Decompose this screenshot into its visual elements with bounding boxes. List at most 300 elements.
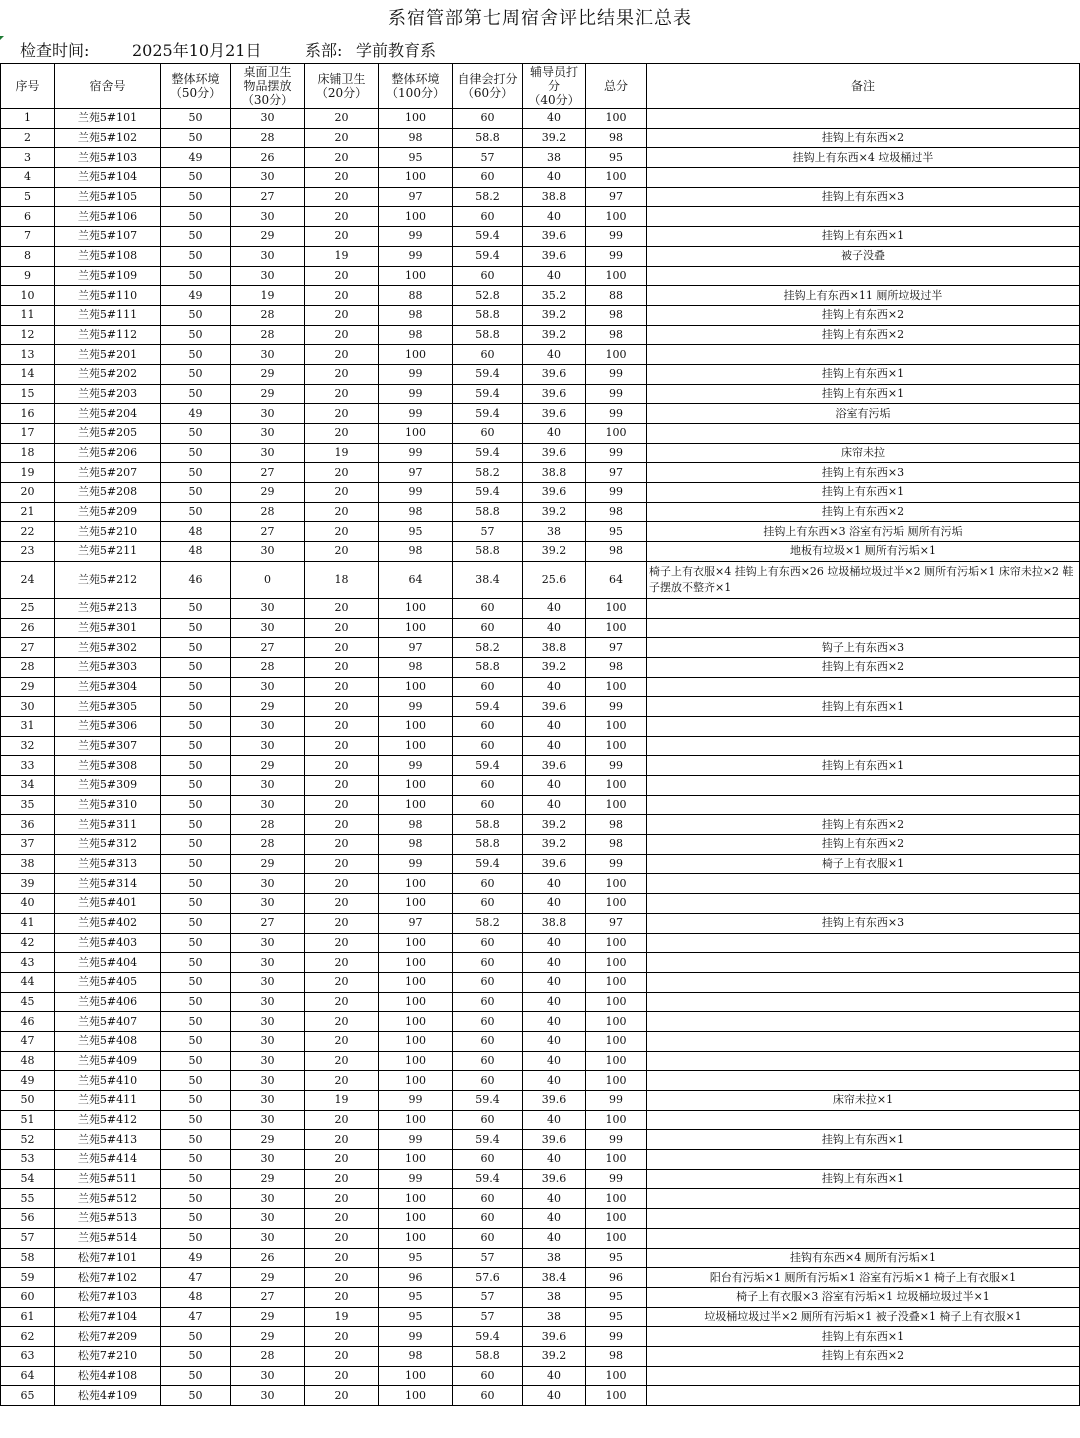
cell-notes[interactable]	[647, 894, 1080, 914]
cell-desk30[interactable]: 30	[231, 1386, 305, 1406]
cell-advisor40[interactable]: 38.8	[523, 913, 586, 933]
cell-notes[interactable]	[647, 992, 1080, 1012]
header-env50[interactable]	[161, 64, 231, 109]
cell-council60[interactable]: 57	[453, 1248, 523, 1268]
cell-council60[interactable]: 58.8	[453, 542, 523, 562]
cell-desk30[interactable]: 27	[231, 913, 305, 933]
cell-seq[interactable]: 28	[1, 657, 55, 677]
cell-total[interactable]: 100	[586, 1051, 647, 1071]
cell-notes[interactable]: 挂钩上有东西×2	[647, 835, 1080, 855]
cell-env50[interactable]: 48	[161, 522, 231, 542]
cell-desk30[interactable]: 30	[231, 207, 305, 227]
cell-seq[interactable]: 15	[1, 384, 55, 404]
cell-env100[interactable]: 100	[379, 598, 453, 618]
cell-desk30[interactable]: 30	[231, 246, 305, 266]
cell-notes[interactable]: 挂钩上有东西×2	[647, 325, 1080, 345]
cell-total[interactable]: 99	[586, 483, 647, 503]
cell-advisor40[interactable]: 39.2	[523, 835, 586, 855]
cell-seq[interactable]: 33	[1, 756, 55, 776]
cell-env50[interactable]: 50	[161, 854, 231, 874]
cell-env100[interactable]: 100	[379, 1012, 453, 1032]
cell-bed20[interactable]: 20	[305, 168, 379, 188]
cell-total[interactable]: 100	[586, 716, 647, 736]
cell-room[interactable]: 兰苑5#104	[55, 168, 161, 188]
cell-env50[interactable]: 50	[161, 598, 231, 618]
cell-seq[interactable]: 5	[1, 187, 55, 207]
cell-advisor40[interactable]: 40	[523, 1012, 586, 1032]
header-total[interactable]	[586, 64, 647, 109]
cell-room[interactable]: 兰苑5#511	[55, 1169, 161, 1189]
cell-room[interactable]: 兰苑5#408	[55, 1031, 161, 1051]
cell-room[interactable]: 兰苑5#404	[55, 953, 161, 973]
cell-council60[interactable]: 57	[453, 1307, 523, 1327]
cell-advisor40[interactable]: 39.6	[523, 404, 586, 424]
cell-total[interactable]: 95	[586, 522, 647, 542]
cell-bed20[interactable]: 20	[305, 305, 379, 325]
cell-advisor40[interactable]: 35.2	[523, 286, 586, 306]
header-notes[interactable]	[647, 64, 1080, 109]
cell-bed20[interactable]: 20	[305, 1150, 379, 1170]
cell-env100[interactable]: 98	[379, 835, 453, 855]
cell-env100[interactable]: 100	[379, 1071, 453, 1091]
cell-room[interactable]: 兰苑5#211	[55, 542, 161, 562]
cell-advisor40[interactable]: 39.6	[523, 1091, 586, 1111]
cell-desk30[interactable]: 29	[231, 1130, 305, 1150]
cell-seq[interactable]: 26	[1, 618, 55, 638]
cell-total[interactable]: 100	[586, 776, 647, 796]
cell-council60[interactable]: 58.8	[453, 1346, 523, 1366]
cell-seq[interactable]: 37	[1, 835, 55, 855]
cell-notes[interactable]	[647, 109, 1080, 129]
cell-desk30[interactable]: 30	[231, 404, 305, 424]
cell-seq[interactable]: 42	[1, 933, 55, 953]
cell-bed20[interactable]: 19	[305, 443, 379, 463]
cell-advisor40[interactable]: 40	[523, 598, 586, 618]
cell-env100[interactable]: 99	[379, 246, 453, 266]
cell-total[interactable]: 100	[586, 266, 647, 286]
cell-seq[interactable]: 2	[1, 128, 55, 148]
cell-room[interactable]: 兰苑5#108	[55, 246, 161, 266]
cell-total[interactable]: 88	[586, 286, 647, 306]
cell-env100[interactable]: 99	[379, 854, 453, 874]
cell-advisor40[interactable]: 39.2	[523, 325, 586, 345]
cell-bed20[interactable]: 20	[305, 542, 379, 562]
cell-env100[interactable]: 100	[379, 424, 453, 444]
cell-advisor40[interactable]: 40	[523, 1189, 586, 1209]
cell-notes[interactable]	[647, 1386, 1080, 1406]
cell-env100[interactable]: 100	[379, 345, 453, 365]
cell-room[interactable]: 兰苑5#402	[55, 913, 161, 933]
cell-council60[interactable]: 38.4	[453, 561, 523, 598]
cell-bed20[interactable]: 20	[305, 894, 379, 914]
cell-notes[interactable]: 挂钩上有东西×1	[647, 1169, 1080, 1189]
cell-council60[interactable]: 60	[453, 1366, 523, 1386]
cell-total[interactable]: 99	[586, 364, 647, 384]
cell-room[interactable]: 兰苑5#513	[55, 1209, 161, 1229]
cell-env50[interactable]: 50	[161, 345, 231, 365]
cell-desk30[interactable]: 30	[231, 1012, 305, 1032]
cell-room[interactable]: 兰苑5#107	[55, 227, 161, 247]
cell-council60[interactable]: 60	[453, 1031, 523, 1051]
cell-notes[interactable]: 椅子上有衣服×3 浴室有污垢×1 垃圾桶垃圾过半×1	[647, 1287, 1080, 1307]
cell-bed20[interactable]: 20	[305, 992, 379, 1012]
cell-council60[interactable]: 59.4	[453, 697, 523, 717]
cell-total[interactable]: 100	[586, 1150, 647, 1170]
cell-bed20[interactable]: 19	[305, 1091, 379, 1111]
cell-seq[interactable]: 65	[1, 1386, 55, 1406]
cell-total[interactable]: 100	[586, 598, 647, 618]
cell-notes[interactable]: 挂钩上有东西×3	[647, 463, 1080, 483]
cell-advisor40[interactable]: 39.6	[523, 756, 586, 776]
cell-notes[interactable]: 椅子上有衣服×4 挂钩上有东西×26 垃圾桶垃圾过半×2 厕所有污垢×1 床帘未拉×2 鞋子摆放不整齐×1	[647, 561, 1080, 598]
cell-env50[interactable]: 50	[161, 1110, 231, 1130]
cell-council60[interactable]: 60	[453, 874, 523, 894]
cell-seq[interactable]: 34	[1, 776, 55, 796]
cell-desk30[interactable]: 30	[231, 1209, 305, 1229]
cell-seq[interactable]: 27	[1, 638, 55, 658]
cell-bed20[interactable]: 20	[305, 1287, 379, 1307]
cell-total[interactable]: 100	[586, 933, 647, 953]
cell-council60[interactable]: 60	[453, 992, 523, 1012]
cell-bed20[interactable]: 20	[305, 404, 379, 424]
cell-env100[interactable]: 98	[379, 1346, 453, 1366]
cell-desk30[interactable]: 29	[231, 1169, 305, 1189]
cell-notes[interactable]: 阳台有污垢×1 厕所有污垢×1 浴室有污垢×1 椅子上有衣服×1	[647, 1268, 1080, 1288]
cell-bed20[interactable]: 20	[305, 736, 379, 756]
cell-advisor40[interactable]: 39.2	[523, 1346, 586, 1366]
cell-env50[interactable]: 50	[161, 697, 231, 717]
cell-council60[interactable]: 60	[453, 168, 523, 188]
cell-env100[interactable]: 64	[379, 561, 453, 598]
cell-room[interactable]: 兰苑5#112	[55, 325, 161, 345]
cell-env100[interactable]: 100	[379, 972, 453, 992]
cell-desk30[interactable]: 30	[231, 443, 305, 463]
cell-notes[interactable]	[647, 168, 1080, 188]
cell-total[interactable]: 100	[586, 677, 647, 697]
cell-bed20[interactable]: 20	[305, 1268, 379, 1288]
cell-advisor40[interactable]: 39.2	[523, 542, 586, 562]
cell-total[interactable]: 98	[586, 502, 647, 522]
cell-desk30[interactable]: 30	[231, 736, 305, 756]
cell-desk30[interactable]: 30	[231, 894, 305, 914]
cell-env50[interactable]: 50	[161, 305, 231, 325]
cell-room[interactable]: 兰苑5#306	[55, 716, 161, 736]
cell-env50[interactable]: 50	[161, 1091, 231, 1111]
cell-bed20[interactable]: 20	[305, 522, 379, 542]
cell-advisor40[interactable]: 39.6	[523, 443, 586, 463]
cell-env100[interactable]: 97	[379, 638, 453, 658]
cell-advisor40[interactable]: 39.2	[523, 128, 586, 148]
cell-env50[interactable]: 50	[161, 1150, 231, 1170]
cell-total[interactable]: 100	[586, 1071, 647, 1091]
cell-council60[interactable]: 60	[453, 795, 523, 815]
cell-env100[interactable]: 99	[379, 443, 453, 463]
cell-notes[interactable]	[647, 1228, 1080, 1248]
cell-room[interactable]: 兰苑5#310	[55, 795, 161, 815]
cell-desk30[interactable]: 30	[231, 795, 305, 815]
cell-room[interactable]: 松苑7#103	[55, 1287, 161, 1307]
cell-env50[interactable]: 50	[161, 992, 231, 1012]
cell-env100[interactable]: 98	[379, 542, 453, 562]
cell-advisor40[interactable]: 40	[523, 953, 586, 973]
cell-desk30[interactable]: 29	[231, 483, 305, 503]
cell-env50[interactable]: 50	[161, 953, 231, 973]
cell-seq[interactable]: 4	[1, 168, 55, 188]
cell-env100[interactable]: 99	[379, 1130, 453, 1150]
cell-env50[interactable]: 50	[161, 227, 231, 247]
cell-bed20[interactable]: 20	[305, 1228, 379, 1248]
cell-council60[interactable]: 58.2	[453, 463, 523, 483]
cell-notes[interactable]	[647, 1189, 1080, 1209]
cell-total[interactable]: 99	[586, 1091, 647, 1111]
cell-council60[interactable]: 58.2	[453, 187, 523, 207]
cell-desk30[interactable]: 19	[231, 286, 305, 306]
cell-advisor40[interactable]: 39.6	[523, 364, 586, 384]
header-desk30[interactable]	[231, 64, 305, 109]
cell-total[interactable]: 98	[586, 542, 647, 562]
cell-seq[interactable]: 40	[1, 894, 55, 914]
cell-desk30[interactable]: 30	[231, 874, 305, 894]
cell-council60[interactable]: 57	[453, 522, 523, 542]
cell-seq[interactable]: 14	[1, 364, 55, 384]
cell-advisor40[interactable]: 40	[523, 618, 586, 638]
cell-desk30[interactable]: 28	[231, 835, 305, 855]
cell-env50[interactable]: 50	[161, 1366, 231, 1386]
cell-total[interactable]: 96	[586, 1268, 647, 1288]
cell-room[interactable]: 兰苑5#111	[55, 305, 161, 325]
cell-desk30[interactable]: 27	[231, 1287, 305, 1307]
cell-env100[interactable]: 95	[379, 1287, 453, 1307]
cell-seq[interactable]: 63	[1, 1346, 55, 1366]
cell-advisor40[interactable]: 38	[523, 1248, 586, 1268]
cell-env50[interactable]: 50	[161, 443, 231, 463]
cell-seq[interactable]: 16	[1, 404, 55, 424]
cell-seq[interactable]: 46	[1, 1012, 55, 1032]
cell-bed20[interactable]: 20	[305, 207, 379, 227]
cell-council60[interactable]: 60	[453, 266, 523, 286]
cell-env100[interactable]: 97	[379, 913, 453, 933]
cell-notes[interactable]	[647, 1071, 1080, 1091]
cell-room[interactable]: 兰苑5#109	[55, 266, 161, 286]
cell-room[interactable]: 松苑7#104	[55, 1307, 161, 1327]
cell-advisor40[interactable]: 38.4	[523, 1268, 586, 1288]
cell-seq[interactable]: 29	[1, 677, 55, 697]
cell-seq[interactable]: 64	[1, 1366, 55, 1386]
cell-env100[interactable]: 100	[379, 1110, 453, 1130]
cell-total[interactable]: 99	[586, 443, 647, 463]
cell-notes[interactable]: 挂钩上有东西×2	[647, 657, 1080, 677]
cell-desk30[interactable]: 27	[231, 522, 305, 542]
cell-room[interactable]: 兰苑5#301	[55, 618, 161, 638]
header-bed20[interactable]	[305, 64, 379, 109]
cell-env50[interactable]: 46	[161, 561, 231, 598]
cell-env100[interactable]: 99	[379, 384, 453, 404]
cell-council60[interactable]: 60	[453, 736, 523, 756]
cell-total[interactable]: 100	[586, 424, 647, 444]
cell-env50[interactable]: 50	[161, 815, 231, 835]
cell-bed20[interactable]: 20	[305, 598, 379, 618]
cell-seq[interactable]: 21	[1, 502, 55, 522]
cell-bed20[interactable]: 20	[305, 502, 379, 522]
cell-seq[interactable]: 51	[1, 1110, 55, 1130]
cell-env50[interactable]: 50	[161, 972, 231, 992]
cell-env50[interactable]: 50	[161, 1051, 231, 1071]
cell-council60[interactable]: 58.8	[453, 128, 523, 148]
cell-advisor40[interactable]: 39.2	[523, 815, 586, 835]
cell-env50[interactable]: 47	[161, 1268, 231, 1288]
cell-bed20[interactable]: 20	[305, 1189, 379, 1209]
cell-env50[interactable]: 50	[161, 874, 231, 894]
cell-env100[interactable]: 100	[379, 1189, 453, 1209]
cell-total[interactable]: 100	[586, 736, 647, 756]
cell-bed20[interactable]: 20	[305, 364, 379, 384]
cell-notes[interactable]: 挂钩上有东西×3 浴室有污垢 厕所有污垢	[647, 522, 1080, 542]
cell-seq[interactable]: 60	[1, 1287, 55, 1307]
header-advisor40[interactable]	[523, 64, 586, 109]
cell-env100[interactable]: 100	[379, 109, 453, 129]
cell-env100[interactable]: 100	[379, 1386, 453, 1406]
cell-council60[interactable]: 58.8	[453, 305, 523, 325]
cell-desk30[interactable]: 28	[231, 128, 305, 148]
cell-desk30[interactable]: 29	[231, 1307, 305, 1327]
cell-env100[interactable]: 100	[379, 953, 453, 973]
cell-seq[interactable]: 11	[1, 305, 55, 325]
cell-desk30[interactable]: 29	[231, 1327, 305, 1347]
cell-env50[interactable]: 50	[161, 716, 231, 736]
cell-council60[interactable]: 52.8	[453, 286, 523, 306]
cell-council60[interactable]: 60	[453, 1386, 523, 1406]
cell-advisor40[interactable]: 39.6	[523, 227, 586, 247]
cell-seq[interactable]: 17	[1, 424, 55, 444]
cell-bed20[interactable]: 20	[305, 1169, 379, 1189]
cell-desk30[interactable]: 28	[231, 502, 305, 522]
cell-room[interactable]: 兰苑5#414	[55, 1150, 161, 1170]
cell-total[interactable]: 95	[586, 148, 647, 168]
cell-advisor40[interactable]: 40	[523, 266, 586, 286]
cell-env50[interactable]: 50	[161, 1169, 231, 1189]
cell-council60[interactable]: 57.6	[453, 1268, 523, 1288]
cell-room[interactable]: 兰苑5#213	[55, 598, 161, 618]
cell-desk30[interactable]: 30	[231, 109, 305, 129]
cell-notes[interactable]	[647, 1031, 1080, 1051]
cell-total[interactable]: 100	[586, 168, 647, 188]
cell-env50[interactable]: 50	[161, 657, 231, 677]
cell-notes[interactable]	[647, 345, 1080, 365]
cell-advisor40[interactable]: 40	[523, 1209, 586, 1229]
cell-env100[interactable]: 100	[379, 1051, 453, 1071]
cell-env100[interactable]: 88	[379, 286, 453, 306]
cell-room[interactable]: 兰苑5#312	[55, 835, 161, 855]
cell-advisor40[interactable]: 39.2	[523, 305, 586, 325]
cell-advisor40[interactable]: 39.6	[523, 854, 586, 874]
cell-council60[interactable]: 60	[453, 953, 523, 973]
cell-desk30[interactable]: 29	[231, 854, 305, 874]
cell-seq[interactable]: 35	[1, 795, 55, 815]
cell-env50[interactable]: 50	[161, 638, 231, 658]
cell-notes[interactable]: 挂钩有东西×4 厕所有污垢×1	[647, 1248, 1080, 1268]
cell-notes[interactable]: 挂钩上有东西×4 垃圾桶过半	[647, 148, 1080, 168]
cell-bed20[interactable]: 20	[305, 1130, 379, 1150]
cell-env50[interactable]: 50	[161, 1209, 231, 1229]
cell-council60[interactable]: 60	[453, 776, 523, 796]
cell-council60[interactable]: 59.4	[453, 756, 523, 776]
cell-seq[interactable]: 44	[1, 972, 55, 992]
cell-bed20[interactable]: 20	[305, 795, 379, 815]
cell-desk30[interactable]: 28	[231, 1346, 305, 1366]
cell-advisor40[interactable]: 40	[523, 776, 586, 796]
cell-council60[interactable]: 59.4	[453, 854, 523, 874]
cell-env50[interactable]: 50	[161, 384, 231, 404]
cell-bed20[interactable]: 20	[305, 1031, 379, 1051]
cell-desk30[interactable]: 30	[231, 716, 305, 736]
cell-advisor40[interactable]: 40	[523, 933, 586, 953]
cell-advisor40[interactable]: 39.2	[523, 502, 586, 522]
cell-room[interactable]: 兰苑5#309	[55, 776, 161, 796]
cell-desk30[interactable]: 30	[231, 598, 305, 618]
cell-notes[interactable]	[647, 776, 1080, 796]
cell-desk30[interactable]: 30	[231, 1366, 305, 1386]
cell-room[interactable]: 兰苑5#204	[55, 404, 161, 424]
cell-council60[interactable]: 60	[453, 933, 523, 953]
cell-room[interactable]: 兰苑5#106	[55, 207, 161, 227]
cell-env100[interactable]: 99	[379, 1169, 453, 1189]
cell-seq[interactable]: 10	[1, 286, 55, 306]
cell-desk30[interactable]: 28	[231, 305, 305, 325]
cell-seq[interactable]: 56	[1, 1209, 55, 1229]
cell-room[interactable]: 松苑7#210	[55, 1346, 161, 1366]
cell-env50[interactable]: 50	[161, 1130, 231, 1150]
cell-council60[interactable]: 59.4	[453, 1091, 523, 1111]
cell-bed20[interactable]: 20	[305, 697, 379, 717]
cell-desk30[interactable]: 28	[231, 657, 305, 677]
cell-council60[interactable]: 59.4	[453, 404, 523, 424]
cell-total[interactable]: 98	[586, 1346, 647, 1366]
cell-room[interactable]: 兰苑5#308	[55, 756, 161, 776]
cell-env50[interactable]: 50	[161, 1031, 231, 1051]
cell-bed20[interactable]: 20	[305, 1248, 379, 1268]
cell-council60[interactable]: 60	[453, 109, 523, 129]
cell-total[interactable]: 100	[586, 109, 647, 129]
cell-seq[interactable]: 38	[1, 854, 55, 874]
cell-notes[interactable]	[647, 677, 1080, 697]
cell-bed20[interactable]: 20	[305, 1327, 379, 1347]
cell-bed20[interactable]: 20	[305, 1051, 379, 1071]
cell-env50[interactable]: 50	[161, 756, 231, 776]
cell-council60[interactable]: 60	[453, 1209, 523, 1229]
cell-total[interactable]: 100	[586, 1031, 647, 1051]
cell-advisor40[interactable]: 39.6	[523, 246, 586, 266]
cell-room[interactable]: 兰苑5#302	[55, 638, 161, 658]
cell-env50[interactable]: 50	[161, 266, 231, 286]
cell-room[interactable]: 兰苑5#110	[55, 286, 161, 306]
cell-council60[interactable]: 60	[453, 1051, 523, 1071]
cell-advisor40[interactable]: 40	[523, 874, 586, 894]
cell-notes[interactable]: 挂钩上有东西×1	[647, 364, 1080, 384]
cell-room[interactable]: 兰苑5#407	[55, 1012, 161, 1032]
cell-notes[interactable]	[647, 266, 1080, 286]
cell-council60[interactable]: 58.8	[453, 657, 523, 677]
cell-notes[interactable]	[647, 1209, 1080, 1229]
cell-bed20[interactable]: 20	[305, 953, 379, 973]
cell-env100[interactable]: 100	[379, 207, 453, 227]
cell-seq[interactable]: 36	[1, 815, 55, 835]
cell-total[interactable]: 98	[586, 305, 647, 325]
cell-bed20[interactable]: 20	[305, 618, 379, 638]
cell-total[interactable]: 98	[586, 325, 647, 345]
cell-env100[interactable]: 98	[379, 325, 453, 345]
cell-bed20[interactable]: 20	[305, 913, 379, 933]
cell-bed20[interactable]: 20	[305, 227, 379, 247]
